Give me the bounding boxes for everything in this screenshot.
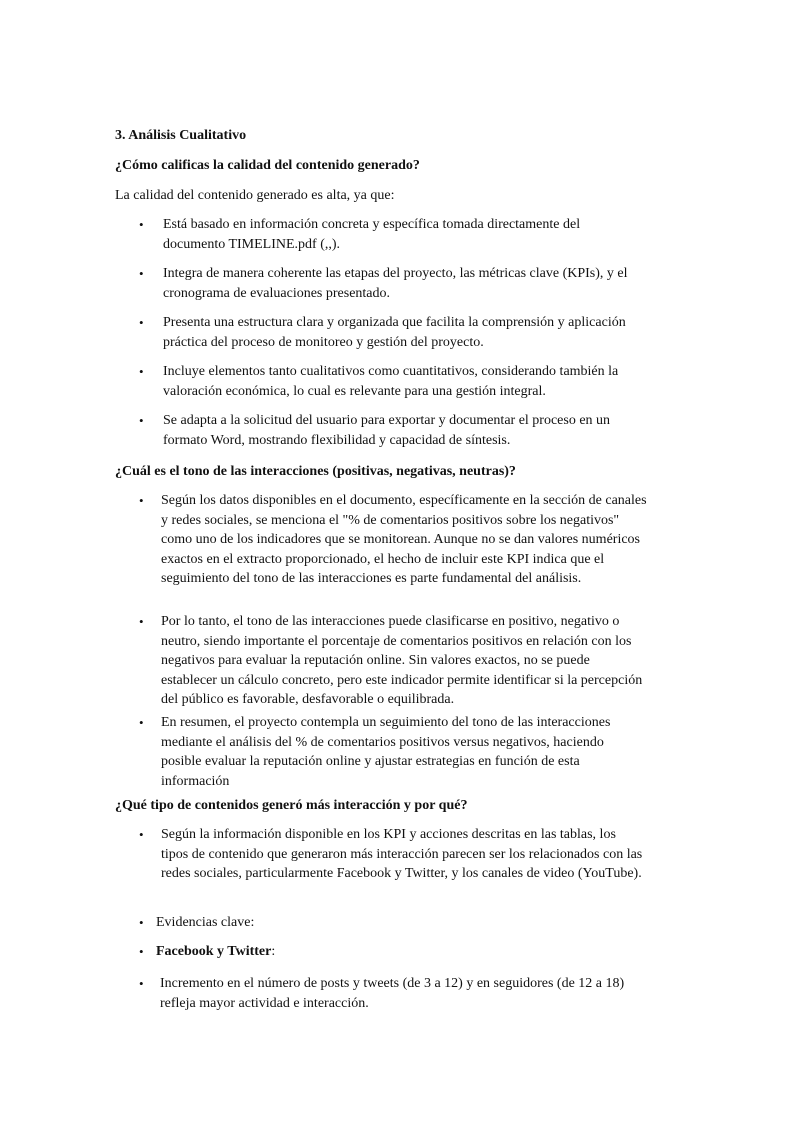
bullet-icon: • xyxy=(139,715,144,730)
list-item-text: Incremento en el número de posts y tweets (de 3 a 12) y en seguidores (de 12 a 18) refleja mayor actividad e interacción. xyxy=(160,976,625,1011)
label-colon: : xyxy=(271,944,276,959)
list-item-text: Presenta una estructura clara y organizada que facilita la comprensión y aplicación práctica del proceso de monitoreo y gestión del proyecto. xyxy=(163,315,626,350)
bullet-icon: • xyxy=(139,614,144,629)
bullet-icon: • xyxy=(139,976,144,991)
list-item-text: Evidencias clave: xyxy=(156,915,255,930)
question-content-type: ¿Qué tipo de contenidos generó más interacción y por qué? xyxy=(115,798,468,813)
bullet-icon: • xyxy=(139,493,144,508)
list-item-text: Se adapta a la solicitud del usuario para exportar y documentar el proceso en un formato Word, mostrando flexibilidad y capacidad de síntesis. xyxy=(163,413,611,448)
bullet-icon: • xyxy=(139,413,144,428)
bullet-icon: • xyxy=(139,315,144,330)
quality-intro: La calidad del contenido generado es alta, ya que: xyxy=(115,188,395,203)
list-item-text xyxy=(156,942,636,962)
bullet-icon: • xyxy=(139,266,144,281)
list-item-text: Incluye elementos tanto cualitativos como cuantitativos, considerando también la valoración económica, lo cual es relevante para una gestión integral. xyxy=(163,364,619,399)
list-item-text: En resumen, el proyecto contempla un seguimiento del tono de las interacciones mediante el análisis del % de comentarios positivos versus negativos, haciendo posible evaluar la reputación online y ajustar estrategias en función de esta información xyxy=(161,715,611,789)
bullet-icon: • xyxy=(139,827,144,842)
list-item-text: Está basado en información concreta y específica tomada directamente del documento TIMELINE.pdf (,,). xyxy=(163,217,581,252)
list-item-text: Integra de manera coherente las etapas del proyecto, las métricas clave (KPIs), y el cronograma de evaluaciones presentado. xyxy=(163,266,628,301)
bullet-icon: • xyxy=(139,364,144,379)
bullet-icon: • xyxy=(139,944,144,959)
list-item-text: Según la información disponible en los KPI y acciones descritas en las tablas, los tipos de contenido que generaron más interacción parecen ser los relacionados con las redes sociales, particularmente Facebook y Twitter, y los canales de video (YouTube). xyxy=(161,827,643,881)
bullet-icon: • xyxy=(139,217,144,232)
question-quality: ¿Cómo calificas la calidad del contenido generado? xyxy=(115,158,420,173)
list-item-text: Por lo tanto, el tono de las interacciones puede clasificarse en positivo, negativo o neutro, siendo importante el porcentaje de comentarios positivos en relación con los negativos para evaluar la reputación online. Sin valores exactos, no se puede establecer un cálculo concreto, pero este indicador permite identificar si la percepción del público es favorable, desfavorable o equilibrada. xyxy=(161,614,643,707)
list-item-text: Según los datos disponibles en el documento, específicamente en la sección de canales y redes sociales, se menciona el "% de comentarios positivos sobre los negativos" como uno de los indicadores que se monitorean. Aunque no se dan valores numéricos exactos en el extracto proporcionado, el hecho de incluir este KPI indica que el seguimiento del tono de las interacciones es parte fundamental del análisis. xyxy=(161,493,647,586)
question-tone: ¿Cuál es el tono de las interacciones (positivas, negativas, neutras)? xyxy=(115,464,516,479)
section-title: 3. Análisis Cualitativo xyxy=(115,128,247,143)
bullet-icon: • xyxy=(139,915,144,930)
bold-label: Facebook y Twitter xyxy=(156,944,272,959)
